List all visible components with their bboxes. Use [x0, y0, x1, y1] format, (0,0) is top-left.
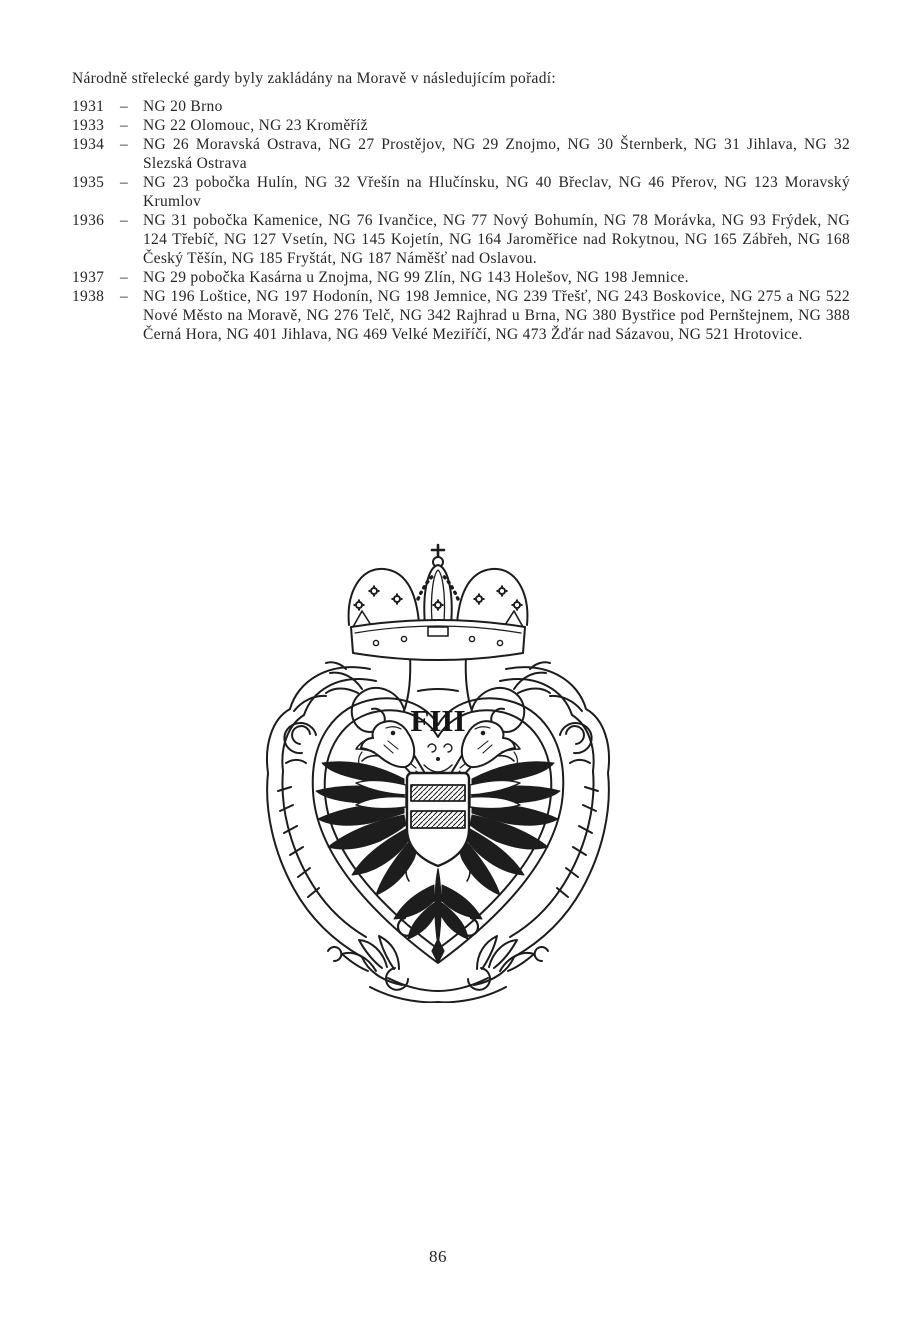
timeline-entry — [72, 97, 850, 116]
text-block — [72, 69, 850, 344]
timeline-year: 1938 — [72, 288, 105, 305]
timeline-text: NG 196 Loštice, NG 197 Hodonín, NG 198 Jemnice, NG 239 Třešť, NG 243 Boskovice, NG 275 a NG 522 Nové Město na Moravě, NG 276 Telč, NG 342 Rajhrad u Brna, NG 380 Bystřice pod Pernštejnem, NG 388 Černá Hora, NG 401 Jihlava, NG 469 Velké Meziříčí, NG 473 Žďár nad Sázavou, NG 521 Hrotovice. — [143, 288, 850, 343]
timeline-text: NG 29 pobočka Kasárna u Znojma, NG 99 Zlín, NG 143 Holešov, NG 198 Jemnice. — [143, 269, 689, 286]
timeline-text: NG 20 Brno — [143, 98, 223, 115]
timeline-text: NG 26 Moravská Ostrava, NG 27 Prostějov, NG 29 Znojmo, NG 30 Šternberk, NG 31 Jihlava, NG 32 Slezská Ostrava — [143, 136, 850, 172]
timeline-year: 1931 — [72, 98, 105, 115]
austrian-shield-icon — [407, 773, 469, 866]
timeline-entry — [72, 211, 850, 268]
intro-paragraph: Národně střelecké gardy byly zakládány na Moravě v následujícím pořadí: — [72, 70, 556, 87]
timeline-dash: – — [120, 98, 129, 115]
timeline-entry — [72, 173, 850, 211]
timeline-year: 1934 — [72, 136, 105, 153]
timeline-text: NG 23 pobočka Hulín, NG 32 Vřešín na Hlučínsku, NG 40 Břeclav, NG 46 Přerov, NG 123 Moravský Krumlov — [143, 174, 850, 210]
timeline-entry — [72, 268, 850, 287]
emblem-graphic — [258, 541, 618, 1003]
timeline-list — [72, 97, 850, 344]
imperial-crown-icon — [349, 545, 528, 660]
timeline-year: 1937 — [72, 269, 105, 286]
timeline-dash: – — [120, 117, 129, 134]
timeline-dash: – — [120, 136, 129, 153]
timeline-text: NG 31 pobočka Kamenice, NG 76 Ivančice, NG 77 Nový Bohumín, NG 78 Morávka, NG 93 Frýdek, NG 124 Třebíč, NG 127 Vsetín, NG 145 Kojetín, NG 164 Jaroměřice nad Rokytnou, NG 165 Zábřeh, NG 168 Český Těšín, NG 185 Fryštát, NG 187 Náměšť nad Oslavou. — [143, 212, 850, 267]
double-headed-eagle-icon — [316, 721, 560, 963]
crowned-double-headed-eagle-badge-icon — [258, 541, 618, 1003]
emblem-monogram: FIII — [410, 703, 466, 738]
page-number: 86 — [429, 1247, 447, 1266]
timeline-year: 1936 — [72, 212, 105, 229]
timeline-dash: – — [120, 212, 129, 229]
timeline-entry — [72, 287, 850, 344]
timeline-dash: – — [120, 269, 129, 286]
timeline-text: NG 22 Olomouc, NG 23 Kroměříž — [143, 117, 368, 134]
eagle-tail — [394, 869, 482, 963]
timeline-dash: – — [120, 174, 129, 191]
timeline-entry — [72, 116, 850, 135]
timeline-dash: – — [120, 288, 129, 305]
timeline-year: 1933 — [72, 117, 105, 134]
timeline-entry — [72, 135, 850, 173]
timeline-year: 1935 — [72, 174, 105, 191]
